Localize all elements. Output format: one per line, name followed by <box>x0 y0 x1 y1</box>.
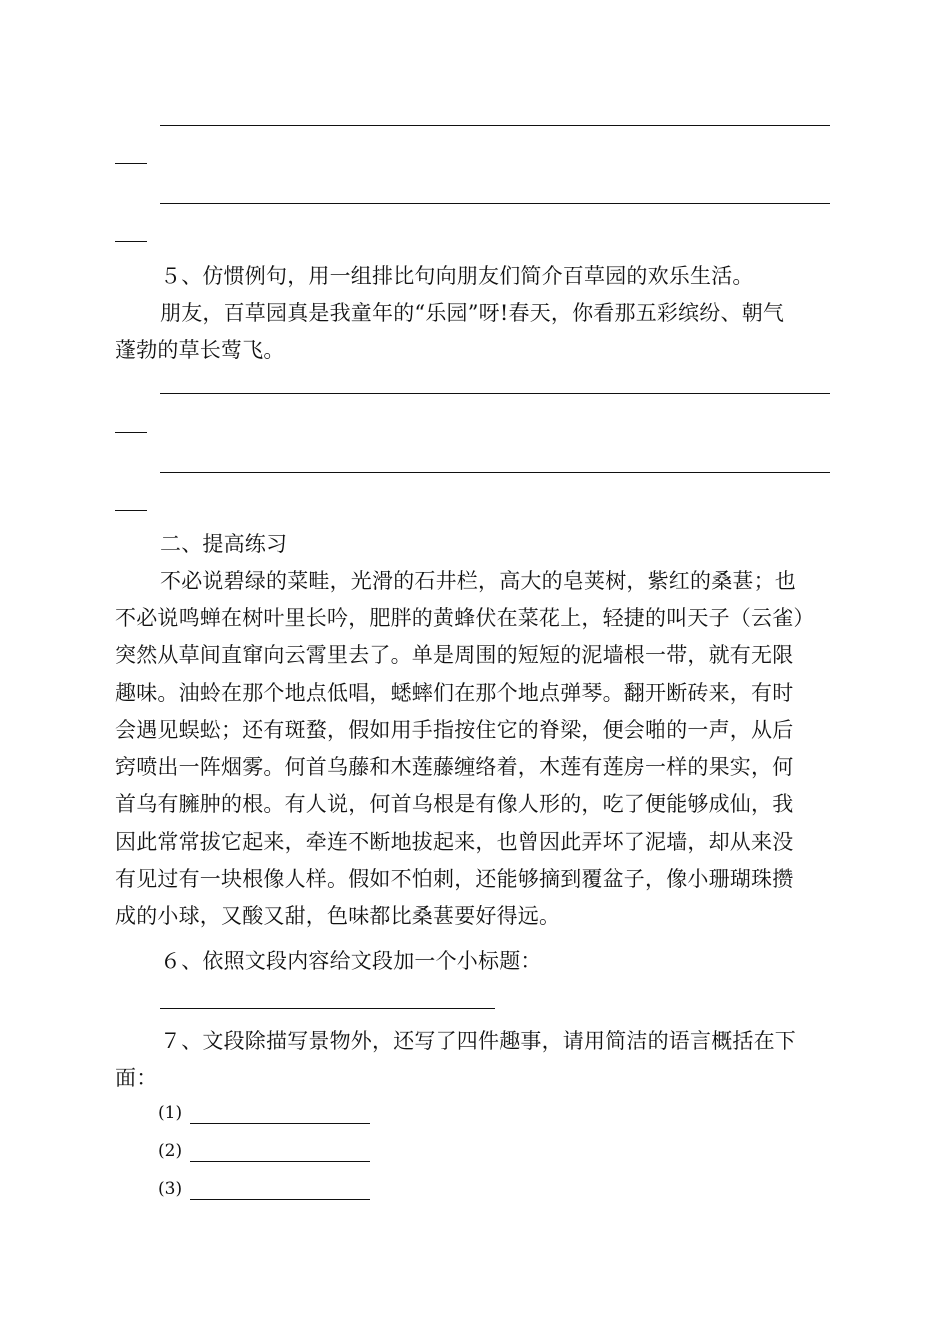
passage-line: 首乌有臃肿的根。有人说，何首乌根是有像人形的，吃了便能够成仙，我 <box>115 792 794 816</box>
answer-line-tail <box>115 510 147 511</box>
question-5-example-line: 朋友，百草园真是我童年的“乐园”呀!春天，你看那五彩缤纷、朝气 <box>160 301 785 325</box>
answer-line-tail <box>115 432 147 433</box>
section-heading: 二、提高练习 <box>160 532 288 556</box>
passage-line: 成的小球，又酸又甜，色味都比桑葚要好得远。 <box>115 904 561 928</box>
passage-line: 窍喷出一阵烟雾。何首乌藤和木莲藤缠络着，木莲有莲房一样的果实，何 <box>115 755 794 779</box>
item-label: (1) <box>158 1103 183 1123</box>
answer-line[interactable] <box>160 393 830 394</box>
answer-line[interactable] <box>190 1199 370 1200</box>
answer-line[interactable] <box>160 1008 495 1009</box>
answer-line[interactable] <box>160 472 830 473</box>
passage-line: 突然从草间直窜向云霄里去了。单是周围的短短的泥墙根一带，就有无限 <box>115 643 794 667</box>
question-5-example-line: 蓬勃的草长莺飞。 <box>115 338 285 362</box>
passage-line: 趣味。油蛉在那个地点低唱，蟋蟀们在那个地点弹琴。翻开断砖来，有时 <box>115 681 794 705</box>
answer-line-tail <box>115 241 147 242</box>
answer-line[interactable] <box>190 1123 370 1124</box>
question-6-prompt: ６、依照文段内容给文段加一个小标题： <box>160 949 542 973</box>
answer-line[interactable] <box>160 125 830 126</box>
passage-line: 不必说鸣蝉在树叶里长吟，肥胖的黄蜂伏在菜花上，轻捷的叫天子（云雀） <box>115 606 815 630</box>
question-5-prompt: ５、仿惯例句，用一组排比句向朋友们简介百草园的欢乐生活。 <box>160 264 754 288</box>
question-7-prompt: ７、文段除描写景物外，还写了四件趣事，请用简洁的语言概括在下 <box>160 1029 796 1053</box>
passage-line: 不必说碧绿的菜畦，光滑的石井栏，高大的皂荚树，紫红的桑葚；也 <box>160 569 796 593</box>
item-label: (3) <box>158 1179 183 1199</box>
answer-line[interactable] <box>190 1161 370 1162</box>
answer-line[interactable] <box>160 203 830 204</box>
answer-line-tail <box>115 163 147 164</box>
passage-line: 会遇见蜈蚣；还有斑蝥，假如用手指按住它的脊梁，便会啪的一声，从后 <box>115 718 794 742</box>
passage-line: 因此常常拔它起来，牵连不断地拔起来，也曾因此弄坏了泥墙，却从来没 <box>115 830 794 854</box>
item-label: (2) <box>158 1141 183 1161</box>
passage-line: 有见过有一块根像人样。假如不怕刺，还能够摘到覆盆子，像小珊瑚珠攒 <box>115 867 794 891</box>
question-7-prompt: 面： <box>115 1066 158 1090</box>
